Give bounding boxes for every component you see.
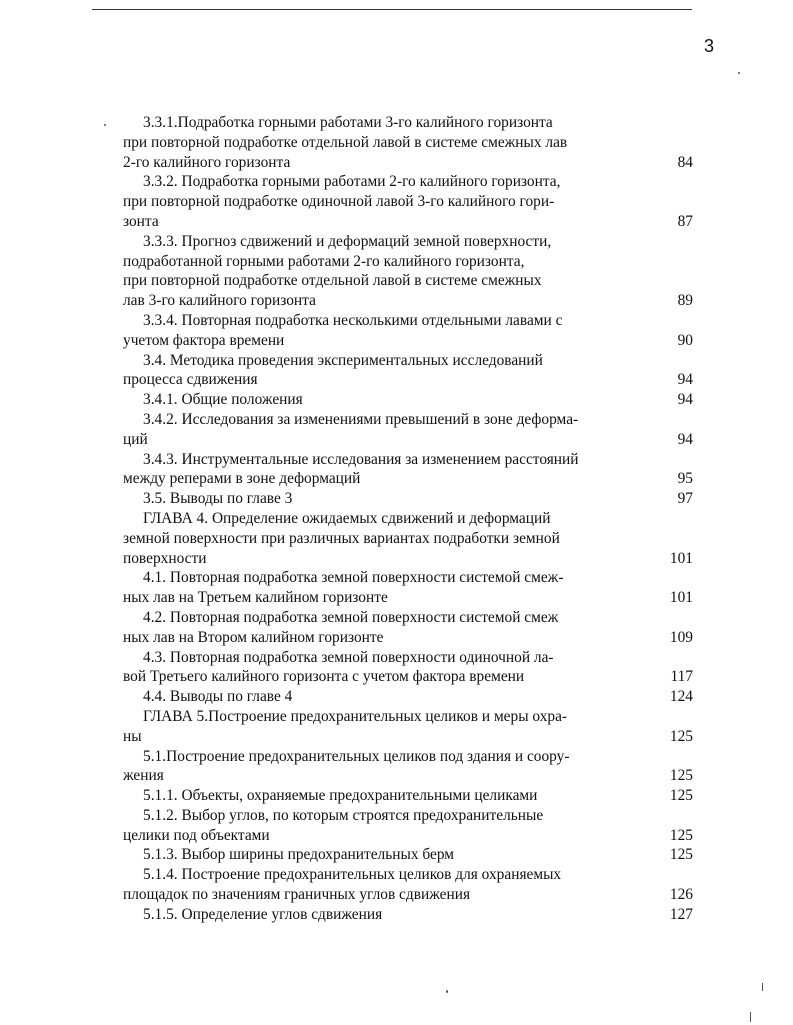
toc-entry-line: лав 3-го калийного горизонта <box>123 292 316 310</box>
toc-entry-title <box>123 806 693 846</box>
toc-entry <box>123 450 693 490</box>
toc-entry-page: 125 <box>669 826 693 844</box>
toc-entry-page: 101 <box>669 549 693 567</box>
toc-entry-line: вой Третьего калийного горизонта с учетом фактора времени <box>123 668 525 686</box>
toc-entry-line: ны <box>123 727 142 745</box>
toc-entry-line: подработанной горными работами 2-го калийного горизонта, <box>123 252 525 270</box>
toc-entry-title <box>123 351 693 391</box>
toc-entry <box>123 865 693 905</box>
toc-entry <box>123 648 693 688</box>
toc-entry-line: 3.4. Методика проведения экспериментальных исследований <box>143 351 543 369</box>
toc-entry-page: 117 <box>670 668 693 686</box>
toc-entry-page: 125 <box>669 767 693 785</box>
toc-entry-page: 125 <box>669 846 693 864</box>
toc-entry-title <box>123 648 693 688</box>
toc-entry-title <box>123 865 693 905</box>
toc-entry <box>123 905 693 925</box>
toc-entry-page: 124 <box>669 688 693 706</box>
toc-entry <box>123 351 693 391</box>
toc-entry <box>123 608 693 648</box>
page-number: 3 <box>704 36 715 56</box>
toc-entry-title <box>123 489 693 509</box>
toc-entry-line: жения <box>123 767 164 785</box>
toc-entry-line: земной поверхности при различных вариантах подработки земной <box>123 529 560 547</box>
toc-entry-line: 4.4. Выводы по главе 4 <box>143 688 293 706</box>
toc-entry-page: 109 <box>669 628 693 646</box>
toc-entry-title <box>123 390 693 410</box>
table-of-contents <box>123 113 693 925</box>
toc-entry <box>123 113 693 172</box>
toc-entry-title <box>123 687 693 707</box>
toc-entry-line: поверхности <box>123 549 207 567</box>
toc-entry-line: 3.3.1.Подработка горными работами 3-го калийного горизонта <box>143 114 553 131</box>
toc-entry-page: 126 <box>669 886 693 904</box>
toc-entry <box>123 509 693 568</box>
toc-entry-line: 3.5. Выводы по главе 3 <box>143 490 293 508</box>
toc-entry <box>123 232 693 311</box>
toc-entry <box>123 845 693 865</box>
toc-entry-title <box>123 747 693 787</box>
toc-entry <box>123 786 693 806</box>
toc-entry-line: 3.4.1. Общие положения <box>143 391 303 409</box>
toc-entry-line: при повторной подработке отдельной лавой в системе смежных <box>123 272 542 290</box>
toc-entry <box>123 806 693 846</box>
toc-entry <box>123 687 693 707</box>
toc-entry <box>123 747 693 787</box>
toc-entry-page: 125 <box>669 727 693 745</box>
toc-entry-line: 5.1.3. Выбор ширины предохранительных берм <box>143 846 455 864</box>
toc-entry-line: 5.1.2. Выбор углов, по которым строятся предохранительные <box>143 806 544 824</box>
toc-entry-line: 5.1.4. Построение предохранительных целиков для охраняемых <box>143 866 562 884</box>
toc-entry-line: ных лав на Втором калийном горизонте <box>123 628 384 646</box>
toc-entry-line: процесса сдвижения <box>123 371 258 389</box>
toc-entry-line: зонта <box>123 212 159 230</box>
toc-entry <box>123 390 693 410</box>
toc-entry <box>123 311 693 351</box>
toc-entry-line: 4.2. Повторная подработка земной поверхности системой смеж <box>143 608 559 626</box>
toc-entry-title <box>123 172 693 231</box>
toc-entry-line: 3.3.2. Подработка горными работами 2-го калийного горизонта, <box>143 173 561 191</box>
toc-entry-page: 89 <box>677 292 693 310</box>
toc-entry-line: площадок по значениям граничных углов сдвижения <box>123 886 471 904</box>
toc-entry-title <box>123 113 693 172</box>
toc-entry-title <box>123 786 693 806</box>
toc-entry <box>123 172 693 231</box>
toc-entry <box>123 707 693 747</box>
toc-entry-page: 125 <box>669 787 693 805</box>
toc-entry-page: 90 <box>677 331 693 349</box>
toc-entry-title <box>123 905 693 925</box>
toc-entry-page: 101 <box>669 589 693 607</box>
toc-entry-title <box>123 232 693 311</box>
toc-entry-line: 3.3.3. Прогноз сдвижений и деформаций земной поверхности, <box>143 232 552 250</box>
toc-entry-line: 3.4.3. Инструментальные исследования за изменением расстояний <box>143 450 579 468</box>
toc-entry-page: 94 <box>677 371 693 389</box>
toc-entry-title <box>123 311 693 351</box>
toc-entry-page: 95 <box>677 470 693 488</box>
toc-entry-page: 94 <box>677 430 693 448</box>
toc-entry-line: ных лав на Третьем калийном горизонте <box>123 589 388 607</box>
scan-speck <box>446 990 448 993</box>
toc-entry-page: 97 <box>677 490 693 508</box>
toc-entry-line: при повторной подработке одиночной лавой 3-го калийного гори- <box>123 193 555 211</box>
toc-entry-title <box>123 845 693 865</box>
toc-entry-line: ГЛАВА 5.Построение предохранительных целиков и меры охра- <box>143 707 568 725</box>
toc-entry-line: 2-го калийного горизонта <box>123 153 291 171</box>
toc-entry-title <box>123 509 693 568</box>
toc-entry-page: 87 <box>677 212 693 230</box>
toc-entry-title <box>123 568 693 608</box>
toc-entry-line: 5.1.1. Объекты, охраняемые предохранительными целиками <box>143 787 538 805</box>
toc-entry <box>123 568 693 608</box>
toc-entry-line: 3.4.2. Исследования за изменениями превышений в зоне деформа- <box>143 410 579 428</box>
toc-entry-line: 5.1.Построение предохранительных целиков под здания и соору- <box>143 747 570 765</box>
toc-entry-page: 84 <box>677 153 693 171</box>
toc-entry <box>123 489 693 509</box>
toc-entry-line: ций <box>123 430 148 448</box>
toc-entry-line: 4.3. Повторная подработка земной поверхности одиночной ла- <box>143 648 554 666</box>
toc-entry-line: 4.1. Повторная подработка земной поверхности системой смеж- <box>143 569 564 587</box>
toc-entry-title <box>123 707 693 747</box>
toc-entry-line: целики под объектами <box>123 826 270 844</box>
toc-entry-line: 5.1.5. Определение углов сдвижения <box>143 905 383 923</box>
toc-entry-page: 127 <box>669 905 693 923</box>
toc-entry <box>123 410 693 450</box>
toc-entry-line: при повторной подработке отдельной лавой в системе смежных лав <box>123 133 568 151</box>
page-top-rule <box>92 9 692 10</box>
scan-speck <box>750 1012 751 1022</box>
toc-entry-line: учетом фактора времени <box>123 331 285 349</box>
toc-entry-title <box>123 608 693 648</box>
toc-entry-title <box>123 410 693 450</box>
toc-entry-page: 94 <box>677 391 693 409</box>
toc-entry-line: 3.3.4. Повторная подработка несколькими отдельными лавами с <box>143 311 563 329</box>
toc-entry-title <box>123 450 693 490</box>
toc-entry-line: между реперами в зоне деформаций <box>123 470 361 488</box>
scan-speck <box>762 983 763 991</box>
toc-entry-line: ГЛАВА 4. Определение ожидаемых сдвижений и деформаций <box>143 509 551 527</box>
scan-speck <box>738 72 740 74</box>
scan-speck <box>104 124 106 126</box>
